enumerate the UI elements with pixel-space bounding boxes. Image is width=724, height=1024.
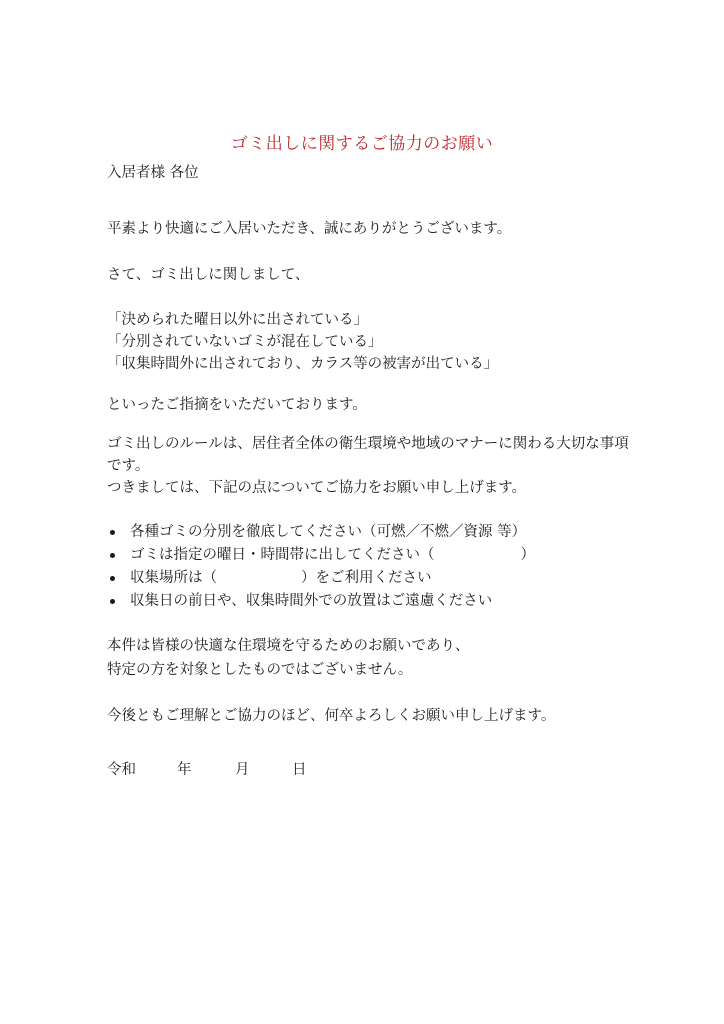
page-title: ゴミ出しに関するご協力のお願い xyxy=(230,134,494,154)
list-item-text: ） xyxy=(520,547,535,563)
list-item xyxy=(107,544,535,567)
list-item xyxy=(107,521,535,544)
intro-text: さて、ゴミ出しに関しまして、 xyxy=(107,267,310,283)
issue-line: 「決められた曜日以外に出されている」 xyxy=(107,312,368,328)
list-item-text: ゴミは指定の曜日・時間帯に出してください（ xyxy=(130,547,435,563)
date-month: 月 xyxy=(235,762,250,778)
note-text-line: 特定の方を対象としたものではございません。 xyxy=(107,662,413,678)
issues-followup-text: といったご指摘をいただいております。 xyxy=(107,397,367,413)
date-day: 日 xyxy=(292,762,307,778)
list-item-text: 各種ゴミの分別を徹底してください（可燃／不燃／資源 等） xyxy=(130,524,527,540)
issue-line: 「分別されていないゴミが混在している」 xyxy=(107,334,383,350)
note-text-line: 本件は皆様の快適な住環境を守るためのお願いであり、 xyxy=(107,638,470,654)
closing-text: 今後ともご理解とご協力のほど、何卒よろしくお願い申し上げます。 xyxy=(107,708,556,724)
date-year: 年 xyxy=(177,762,192,778)
bullet-icon xyxy=(110,553,115,558)
request-list xyxy=(107,521,535,613)
addressee: 入居者様 各位 xyxy=(107,165,199,181)
greeting-text: 平素より快適にご入居いただき、誠にありがとうございます。 xyxy=(107,221,512,237)
bullet-icon xyxy=(110,576,115,581)
list-item xyxy=(107,590,535,613)
list-item-text: 収集場所は（ xyxy=(130,570,217,586)
list-item xyxy=(107,567,535,590)
list-item-text: 収集日の前日や、収集時間外での放置はご遠慮ください xyxy=(130,593,493,609)
rules-text-line: ゴミ出しのルールは、居住者全体の衛生環境や地域のマナーに関わる大切な事項 xyxy=(107,436,629,452)
issue-line: 「収集時間外に出されており、カラス等の被害が出ている」 xyxy=(107,356,499,372)
request-text: つきましては、下記の点についてご協力をお願い申し上げます。 xyxy=(107,480,527,496)
date-era: 令和 xyxy=(107,762,136,778)
list-item-text: ）をご利用ください xyxy=(301,570,432,586)
bullet-icon xyxy=(110,599,115,604)
rules-text-line: です。 xyxy=(107,458,150,474)
bullet-icon xyxy=(110,530,115,535)
